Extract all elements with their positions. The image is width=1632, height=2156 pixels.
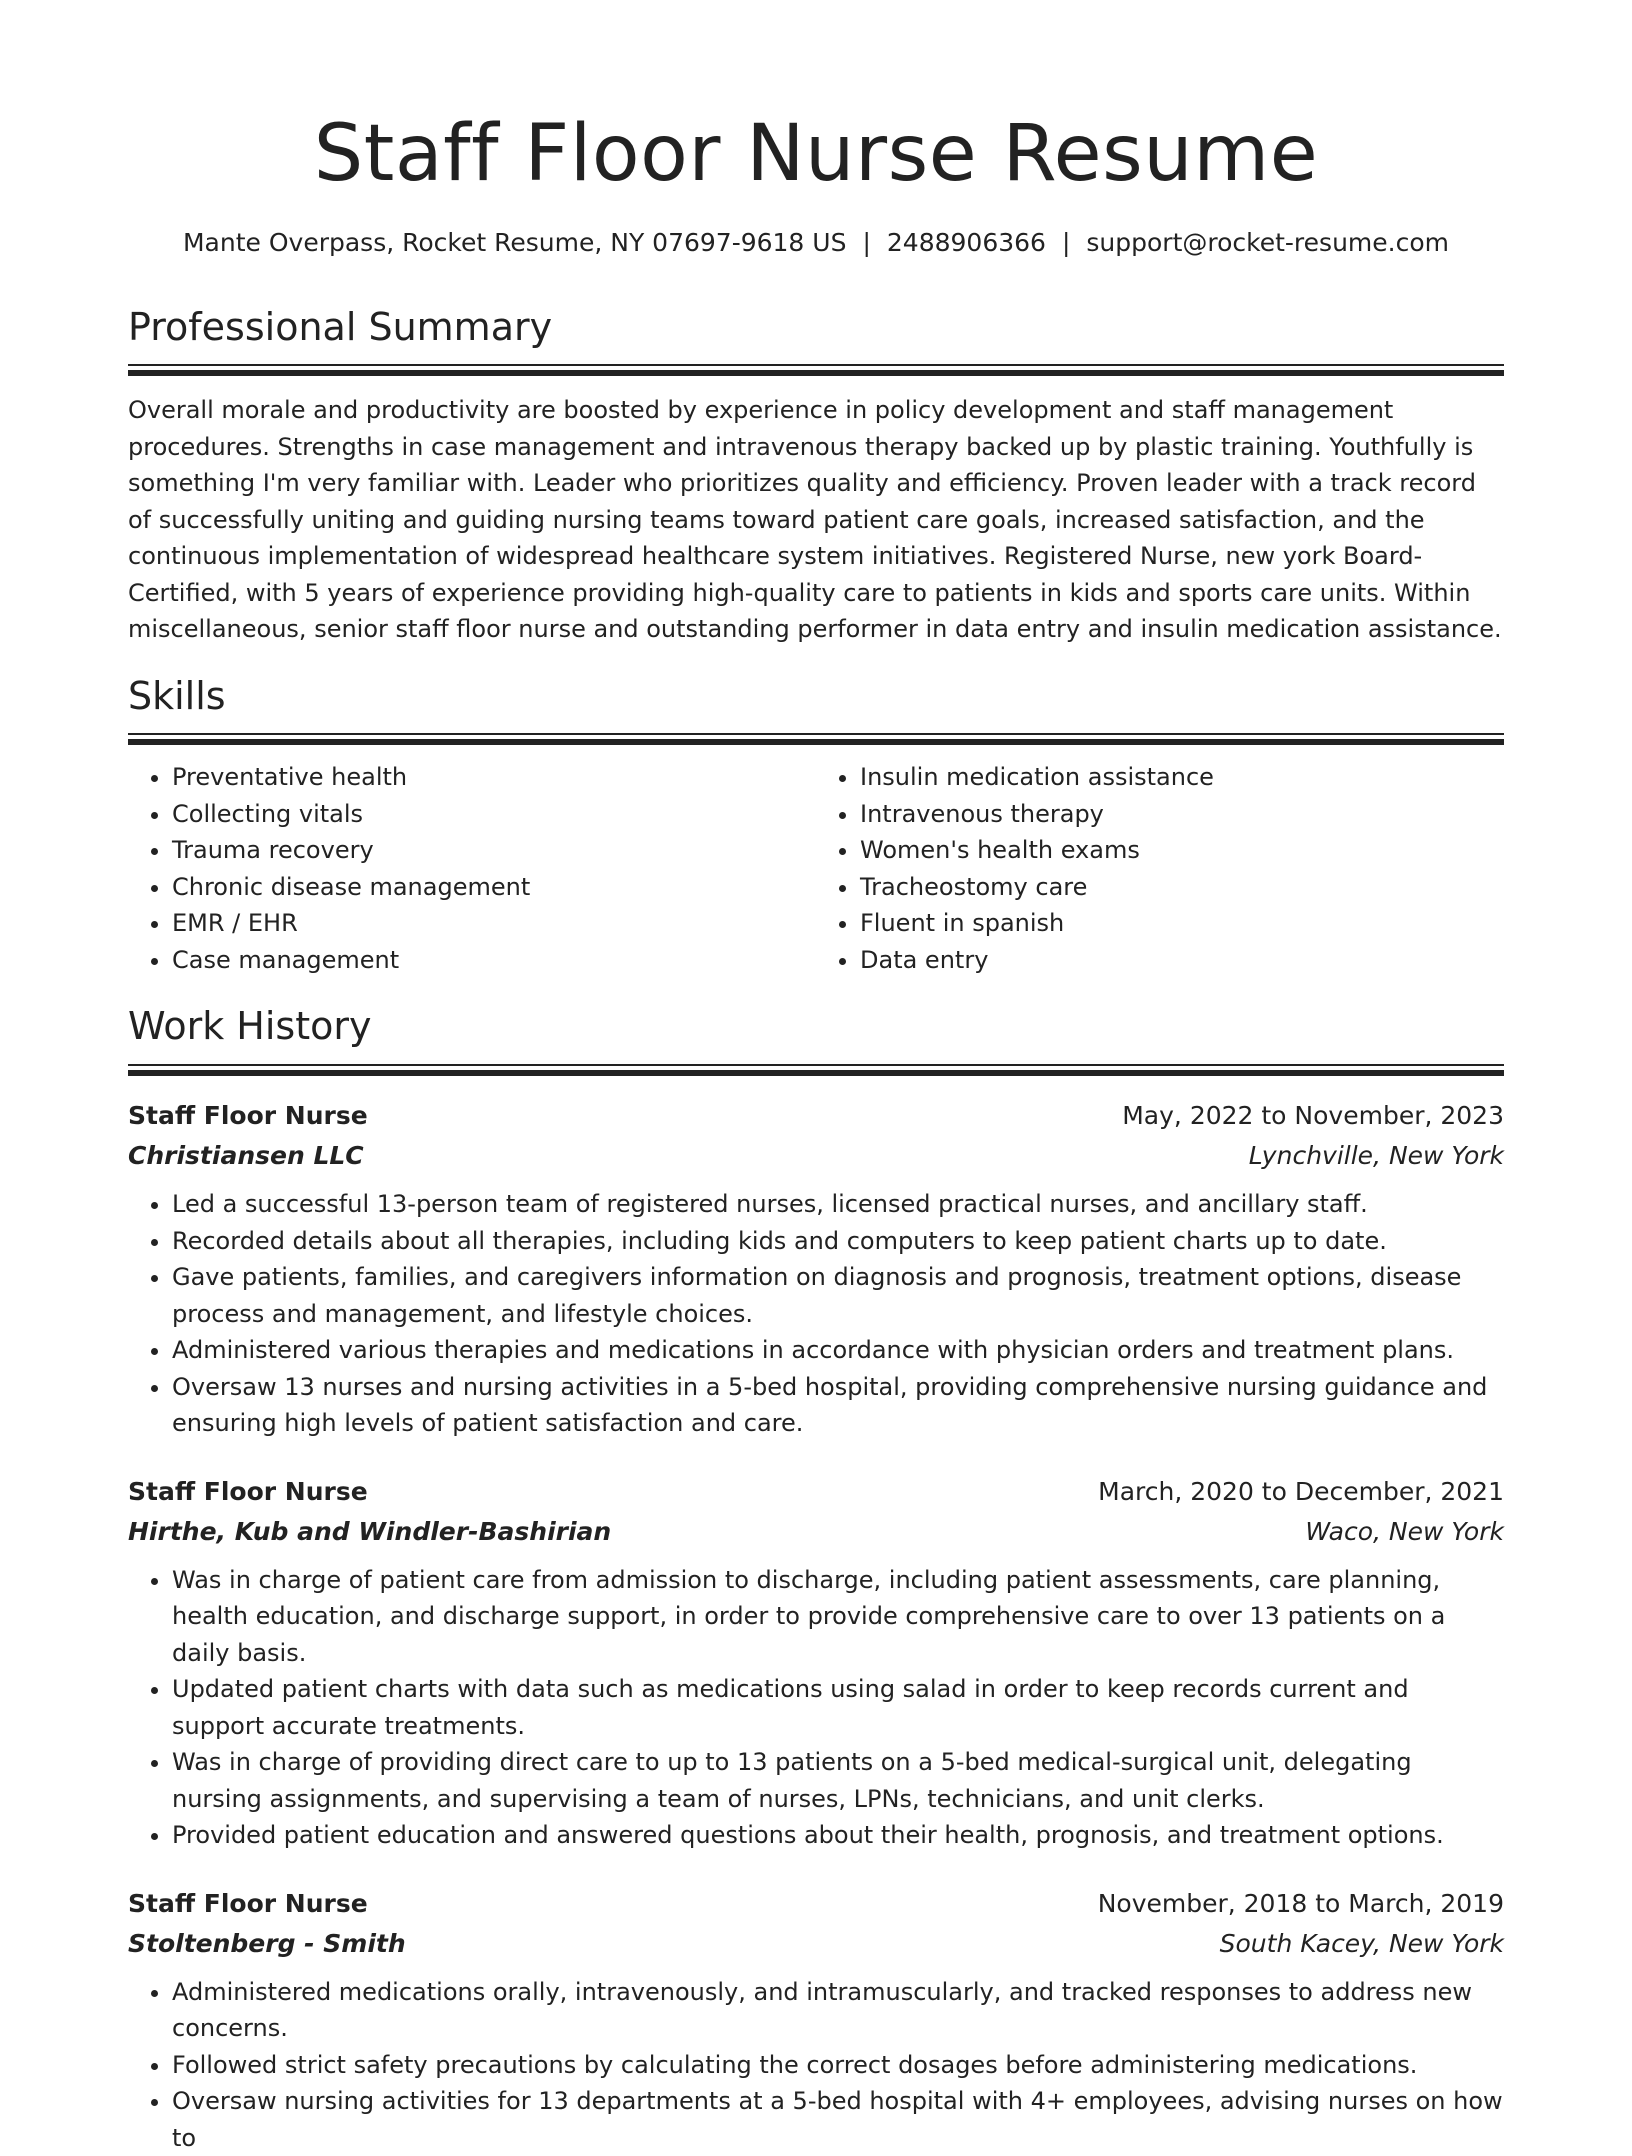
skill-item: • EMR / EHR [172, 905, 816, 942]
job-employer-row [128, 1136, 1504, 1176]
section-divider [128, 733, 1504, 745]
job-dates: May, 2022 to November, 2023 [1122, 1101, 1504, 1131]
job-title: Staff Floor Nurse [128, 1476, 368, 1506]
skill-item: • Tracheostomy care [860, 869, 1504, 906]
contact-line [128, 228, 1504, 257]
job-bullets [128, 1562, 1504, 1854]
job-company: Hirthe, Kub and Windler-Bashirian [128, 1516, 612, 1546]
skill-item: • Chronic disease management [172, 869, 816, 906]
job-bullet: • Gave patients, families, and caregivers information on diagnosis and prognosis, treatment options, disease process and management, and lifestyle choices. [172, 1259, 1504, 1332]
skills-list-right [816, 759, 1504, 978]
skills-columns [128, 759, 1504, 978]
section-divider [128, 1064, 1504, 1076]
work-history-section [128, 1004, 1504, 2156]
skill-item: • Preventative health [172, 759, 816, 796]
contact-phone: 2488906366 [886, 227, 1046, 257]
job-company: Christiansen LLC [128, 1141, 364, 1171]
contact-email: support@rocket-resume.com [1086, 227, 1449, 257]
skills-list-left [128, 759, 816, 978]
job-header-row [128, 1472, 1504, 1512]
skill-item: • Collecting vitals [172, 796, 816, 833]
job-bullet: • Oversaw nursing activities for 13 departments at a 5-bed hospital with 4+ employees, advising nurses on how to [172, 2083, 1504, 2156]
job-dates: March, 2020 to December, 2021 [1098, 1476, 1504, 1506]
skill-item: • Intravenous therapy [860, 796, 1504, 833]
job-bullets [128, 1974, 1504, 2156]
job-title: Staff Floor Nurse [128, 1888, 368, 1918]
job-employer-row [128, 1924, 1504, 1964]
resume-title: Staff Floor Nurse Resume [313, 109, 1319, 199]
job-location: Lynchville, New York [1248, 1141, 1504, 1171]
skill-item: • Trauma recovery [172, 832, 816, 869]
contact-address: Mante Overpass, Rocket Resume, NY 07697-9618 US [182, 227, 847, 257]
job-bullet: • Administered medications orally, intravenously, and intramuscularly, and tracked responses to address new concerns. [172, 1974, 1504, 2047]
job-company: Stoltenberg - Smith [128, 1928, 406, 1958]
contact-separator: | [862, 227, 871, 257]
job-header-row [128, 1884, 1504, 1924]
summary-text: Overall morale and productivity are boosted by experience in policy development and staff management procedures. Strengths in case management and intravenous therapy backed up by plastic training. Youthfully is something I'm very familiar with. Leader who prioritizes quality and efficiency. Proven leader with a track record of successfully uniting and guiding nursing teams toward patient care goals, increased satisfaction, and the continuous implementation of widespread healthcare system initiatives. Registered Nurse, new york Board-Certified, with 5 years of experience providing high-quality care to patients in kids and sports care units. Within miscellaneous, senior staff floor nurse and outstanding performer in data entry and insulin medication assistance. [128, 396, 1502, 644]
contact-separator: | [1061, 227, 1071, 257]
skill-item: • Insulin medication assistance [860, 759, 1504, 796]
job-header-row [128, 1096, 1504, 1136]
job-bullet: • Was in charge of patient care from admission to discharge, including patient assessments, care planning, health education, and discharge support, in order to provide comprehensive care to over 13 patients on a daily basis. [172, 1562, 1504, 1672]
job-title: Staff Floor Nurse [128, 1101, 368, 1131]
skills-section [128, 674, 1504, 979]
job-location: Waco, New York [1305, 1516, 1504, 1546]
job-entry [128, 1884, 1504, 2156]
skill-item: • Case management [172, 942, 816, 979]
job-employer-row [128, 1512, 1504, 1552]
skill-item: • Fluent in spanish [860, 905, 1504, 942]
job-bullets [128, 1186, 1504, 1442]
job-entry [128, 1472, 1504, 1854]
skill-item: • Data entry [860, 942, 1504, 979]
job-bullet: • Followed strict safety precautions by calculating the correct dosages before administering medications. [172, 2047, 1504, 2084]
skill-item: • Women's health exams [860, 832, 1504, 869]
job-bullet: • Provided patient education and answered questions about their health, prognosis, and treatment options. [172, 1817, 1504, 1854]
section-heading-summary: Professional Summary [128, 304, 553, 349]
section-heading-work-history: Work History [128, 1004, 372, 1049]
job-location: South Kacey, New York [1219, 1928, 1504, 1958]
job-entry [128, 1096, 1504, 1442]
job-bullet: • Oversaw 13 nurses and nursing activities in a 5-bed hospital, providing comprehensive nursing guidance and ensuring high levels of patient satisfaction and care. [172, 1369, 1504, 1442]
job-bullet: • Administered various therapies and medications in accordance with physician orders and treatment plans. [172, 1332, 1504, 1369]
section-heading-skills: Skills [128, 673, 226, 718]
job-bullet: • Led a successful 13-person team of registered nurses, licensed practical nurses, and ancillary staff. [172, 1186, 1504, 1223]
job-dates: November, 2018 to March, 2019 [1097, 1888, 1504, 1918]
job-bullet: • Recorded details about all therapies, including kids and computers to keep patient charts up to date. [172, 1223, 1504, 1260]
section-divider [128, 364, 1504, 376]
professional-summary-section [128, 305, 1504, 648]
job-bullet: • Updated patient charts with data such as medications using salad in order to keep records current and support accurate treatments. [172, 1671, 1504, 1744]
job-bullet: • Was in charge of providing direct care to up to 13 patients on a 5-bed medical-surgical unit, delegating nursing assignments, and supervising a team of nurses, LPNs, technicians, and unit clerks. [172, 1744, 1504, 1817]
